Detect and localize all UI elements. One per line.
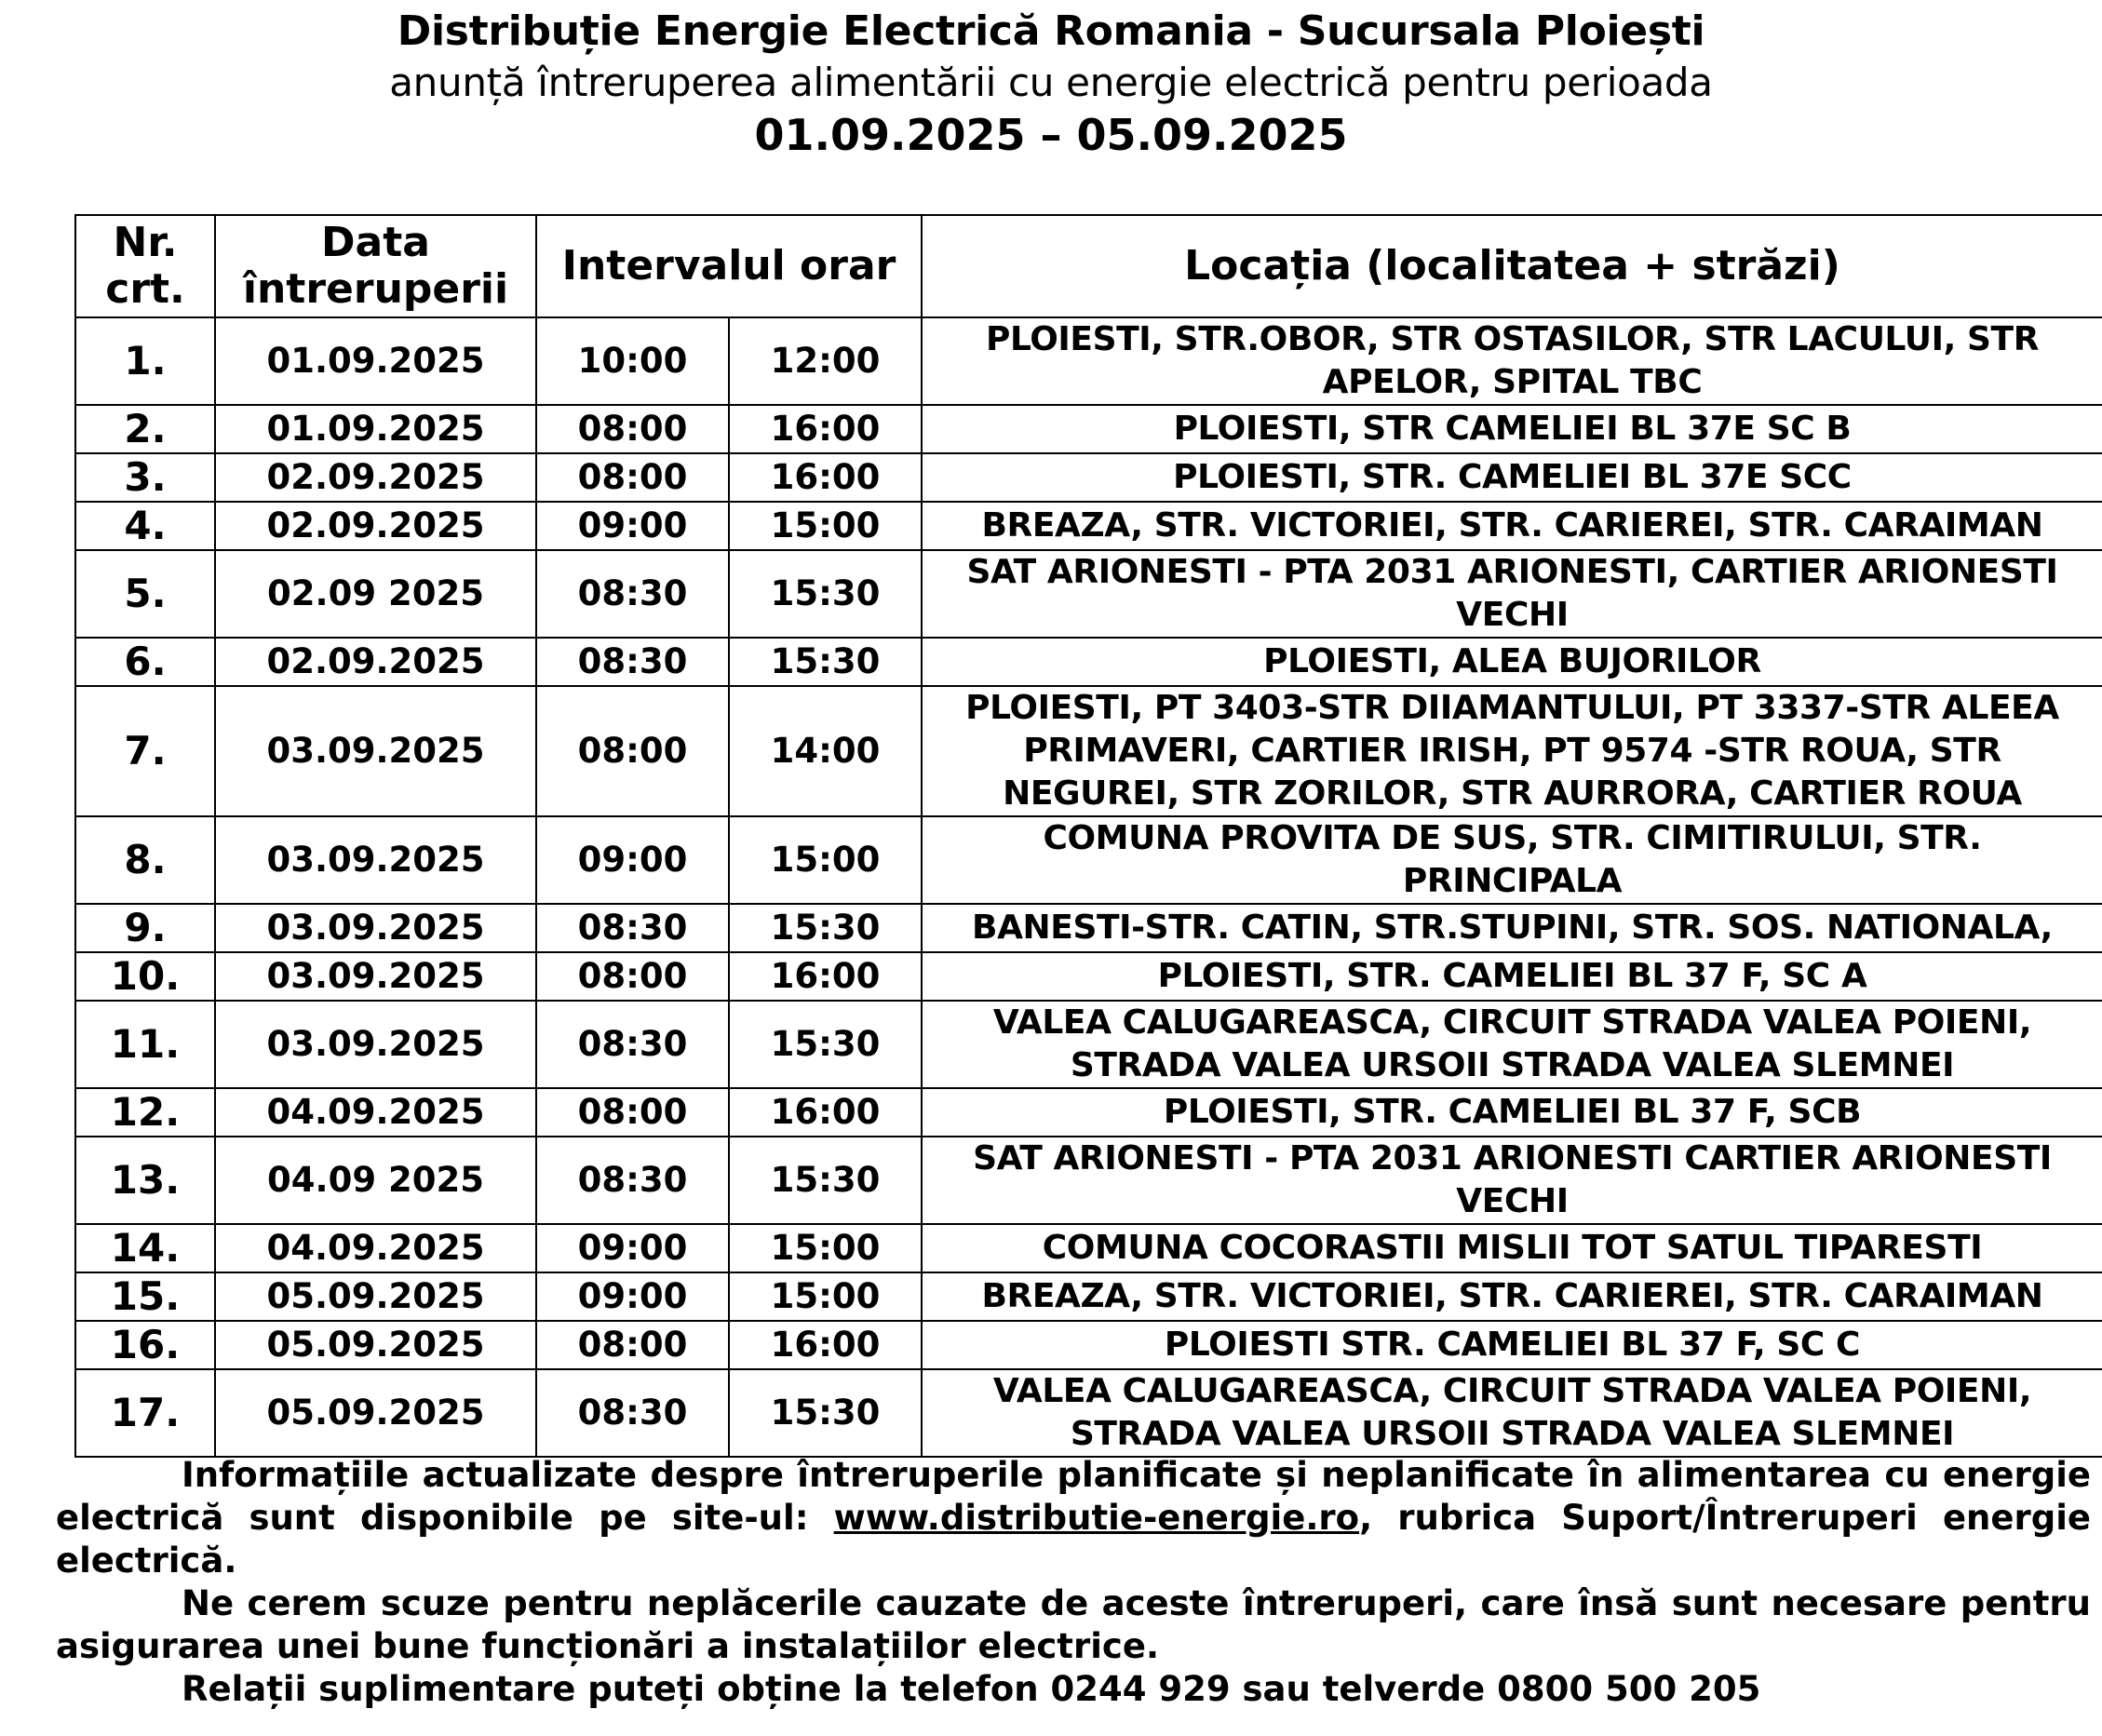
row-location [922, 1001, 2102, 1088]
row-date: 02.09.2025 [215, 638, 536, 686]
row-location-line: PLOIESTI, STR CAMELIEI BL 37E SC B [1173, 410, 1852, 448]
row-end-time: 15:30 [729, 550, 922, 638]
row-date: 03.09.2025 [215, 904, 536, 952]
row-start-time: 08:30 [536, 1369, 729, 1457]
row-location-line: COMUNA COCORASTII MISLII TOT SATUL TIPARESTI [1042, 1229, 1983, 1267]
row-location-line: PLOIESTI, ALEA BUJORILOR [1263, 642, 1761, 680]
row-end-time: 15:30 [729, 638, 922, 686]
row-location-line: PRINCIPALA [1402, 862, 1623, 900]
row-location-line: PRIMAVERI, CARTIER IRISH, PT 9574 -STR ROUA, STR [1023, 732, 2001, 770]
row-number: 8. [75, 816, 215, 904]
table-row [75, 1321, 2102, 1369]
row-location-line: VALEA CALUGAREASCA, CIRCUIT STRADA VALEA POIENI, [992, 1003, 2032, 1042]
row-number: 14. [75, 1224, 215, 1272]
row-location-line: BREAZA, STR. VICTORIEI, STR. CARIEREI, STR. CARAIMAN [981, 1277, 2043, 1315]
row-number: 5. [75, 550, 215, 638]
row-location [922, 1272, 2102, 1321]
row-end-time: 15:30 [729, 1369, 922, 1457]
row-date: 02.09.2025 [215, 453, 536, 502]
header-date [215, 215, 536, 317]
row-location [922, 502, 2102, 550]
row-location-line: SAT ARIONESTI - PTA 2031 ARIONESTI CARTIER ARIONESTI [973, 1139, 2052, 1178]
row-start-time: 08:00 [536, 453, 729, 502]
row-start-time: 08:30 [536, 550, 729, 638]
row-date: 01.09.2025 [215, 405, 536, 453]
row-location [922, 1137, 2102, 1224]
table-row [75, 686, 2102, 816]
table-row [75, 317, 2102, 405]
header-nr [75, 215, 215, 317]
row-location [922, 1369, 2102, 1457]
footer-contact-paragraph: Relații suplimentare puteți obține la telefon 0244 929 sau telverde 0800 500 205 [182, 1669, 1761, 1709]
row-location-line: STRADA VALEA URSOII STRADA VALEA SLEMNEI [1070, 1046, 1955, 1084]
table-header-row [75, 215, 2102, 317]
row-end-time: 16:00 [729, 405, 922, 453]
row-start-time: 08:00 [536, 1088, 729, 1137]
page-subtitle: anunță întreruperea alimentării cu energie electrică pentru perioada [389, 60, 1713, 105]
row-number: 16. [75, 1321, 215, 1369]
row-number: 12. [75, 1088, 215, 1137]
row-number: 10. [75, 952, 215, 1001]
row-location-line: PLOIESTI, STR. CAMELIEI BL 37 F, SC A [1157, 957, 1867, 995]
footer-notes [56, 1454, 2091, 1711]
row-date: 02.09.2025 [215, 502, 536, 550]
table-row [75, 502, 2102, 550]
header-date-line2: întreruperii [242, 265, 509, 313]
row-date: 05.09.2025 [215, 1369, 536, 1457]
row-start-time: 09:00 [536, 502, 729, 550]
row-end-time: 16:00 [729, 453, 922, 502]
row-location [922, 1088, 2102, 1137]
row-end-time: 15:30 [729, 904, 922, 952]
table-row [75, 1137, 2102, 1224]
row-location-line: BANESTI-STR. CATIN, STR.STUPINI, STR. SOS. NATIONALA, [972, 908, 2053, 947]
row-end-time: 15:30 [729, 1137, 922, 1224]
header-nr-line2: crt. [105, 265, 185, 313]
row-end-time: 16:00 [729, 952, 922, 1001]
outage-table [74, 214, 2102, 1458]
row-location-line: PLOIESTI, STR.OBOR, STR OSTASILOR, STR LACULUI, STR [985, 320, 2040, 358]
row-date: 03.09.2025 [215, 816, 536, 904]
table-row [75, 1369, 2102, 1457]
row-number: 1. [75, 317, 215, 405]
table-row [75, 638, 2102, 686]
row-location-line: PLOIESTI, STR. CAMELIEI BL 37 F, SCB [1163, 1093, 1862, 1131]
row-start-time: 08:30 [536, 1137, 729, 1224]
row-location [922, 904, 2102, 952]
row-location-line: VECHI [1456, 1182, 1569, 1220]
row-start-time: 08:00 [536, 952, 729, 1001]
row-end-time: 15:00 [729, 1272, 922, 1321]
row-location [922, 1321, 2102, 1369]
table-row [75, 904, 2102, 952]
header-interval: Intervalul orar [536, 215, 922, 317]
table-row [75, 405, 2102, 453]
row-start-time: 08:00 [536, 405, 729, 453]
header-date-line1: Data [321, 219, 430, 266]
row-number: 7. [75, 686, 215, 816]
row-location-line: VALEA CALUGAREASCA, CIRCUIT STRADA VALEA POIENI, [992, 1372, 2032, 1410]
website-link[interactable]: www.distributie-energie.ro [833, 1498, 1360, 1538]
row-start-time: 09:00 [536, 816, 729, 904]
row-location [922, 686, 2102, 816]
table-row [75, 952, 2102, 1001]
row-date: 05.09.2025 [215, 1272, 536, 1321]
page-title: Distribuție Energie Electrică Romania - Sucursala Ploiești [397, 7, 1705, 55]
row-location-line: SAT ARIONESTI - PTA 2031 ARIONESTI, CARTIER ARIONESTI [966, 553, 2058, 591]
row-date: 01.09.2025 [215, 317, 536, 405]
row-number: 11. [75, 1001, 215, 1088]
row-date: 02.09 2025 [215, 550, 536, 638]
row-number: 17. [75, 1369, 215, 1457]
row-date: 03.09.2025 [215, 952, 536, 1001]
row-start-time: 08:00 [536, 686, 729, 816]
table-body [75, 317, 2102, 1457]
row-location [922, 816, 2102, 904]
row-location [922, 638, 2102, 686]
row-location [922, 952, 2102, 1001]
row-end-time: 15:00 [729, 1224, 922, 1272]
row-end-time: 15:00 [729, 816, 922, 904]
row-end-time: 12:00 [729, 317, 922, 405]
row-location-line: BREAZA, STR. VICTORIEI, STR. CARIEREI, STR. CARAIMAN [981, 506, 2043, 545]
footer-apology-paragraph: Ne cerem scuze pentru neplăcerile cauzate de aceste întreruperi, care însă sunt necesare pentru asigurarea unei bune funcționări a instalațiilor electrice. [56, 1583, 2091, 1666]
row-location [922, 550, 2102, 638]
row-start-time: 08:00 [536, 1321, 729, 1369]
table-row [75, 1224, 2102, 1272]
row-end-time: 15:30 [729, 1001, 922, 1088]
row-location [922, 1224, 2102, 1272]
row-location-line: COMUNA PROVITA DE SUS, STR. CIMITIRULUI, STR. [1043, 819, 1982, 857]
row-start-time: 08:30 [536, 1001, 729, 1088]
row-location-line: PLOIESTI STR. CAMELIEI BL 37 F, SC C [1164, 1326, 1861, 1364]
row-start-time: 08:30 [536, 638, 729, 686]
row-location-line: VECHI [1456, 596, 1569, 634]
row-location-line: NEGUREI, STR ZORILOR, STR AURRORA, CARTIER ROUA [1003, 774, 2022, 813]
row-location-line: PLOIESTI, PT 3403-STR DIIAMANTULUI, PT 3337-STR ALEEA [965, 689, 2059, 727]
row-start-time: 08:30 [536, 904, 729, 952]
row-end-time: 15:00 [729, 502, 922, 550]
header-location: Locația (localitatea + străzi) [922, 215, 2102, 317]
footer-info-paragraph [56, 1454, 2091, 1582]
row-number: 3. [75, 453, 215, 502]
row-start-time: 10:00 [536, 317, 729, 405]
row-number: 15. [75, 1272, 215, 1321]
footer-info-text: Informațiile actualizate despre întreruperile planificate și neplanificate în alimentarea cu energie electrică sunt disponibile pe site-ul: [56, 1455, 2091, 1538]
row-end-time: 16:00 [729, 1088, 922, 1137]
period-range: 01.09.2025 – 05.09.2025 [754, 110, 1348, 160]
row-number: 2. [75, 405, 215, 453]
row-date: 04.09.2025 [215, 1224, 536, 1272]
row-location-line: PLOIESTI, STR. CAMELIEI BL 37E SCC [1173, 458, 1852, 496]
table-row [75, 816, 2102, 904]
row-end-time: 14:00 [729, 686, 922, 816]
table-row [75, 1001, 2102, 1088]
row-number: 4. [75, 502, 215, 550]
row-date: 05.09.2025 [215, 1321, 536, 1369]
table-row [75, 1088, 2102, 1137]
footer-info-text-end: , rubrica Suport/Întreruperi energie electrică. [56, 1498, 2091, 1581]
row-location-line: STRADA VALEA URSOII STRADA VALEA SLEMNEI [1070, 1415, 1955, 1453]
row-start-time: 09:00 [536, 1272, 729, 1321]
row-end-time: 16:00 [729, 1321, 922, 1369]
row-location-line: APELOR, SPITAL TBC [1322, 363, 1703, 401]
row-date: 04.09 2025 [215, 1137, 536, 1224]
row-number: 9. [75, 904, 215, 952]
row-location [922, 453, 2102, 502]
table-row [75, 1272, 2102, 1321]
row-date: 03.09.2025 [215, 1001, 536, 1088]
row-location [922, 317, 2102, 405]
announcement-header [0, 6, 2102, 162]
row-start-time: 09:00 [536, 1224, 729, 1272]
table-row [75, 550, 2102, 638]
row-date: 04.09.2025 [215, 1088, 536, 1137]
row-date: 03.09.2025 [215, 686, 536, 816]
row-number: 6. [75, 638, 215, 686]
table-row [75, 453, 2102, 502]
row-location [922, 405, 2102, 453]
row-number: 13. [75, 1137, 215, 1224]
header-nr-line1: Nr. [113, 219, 178, 266]
